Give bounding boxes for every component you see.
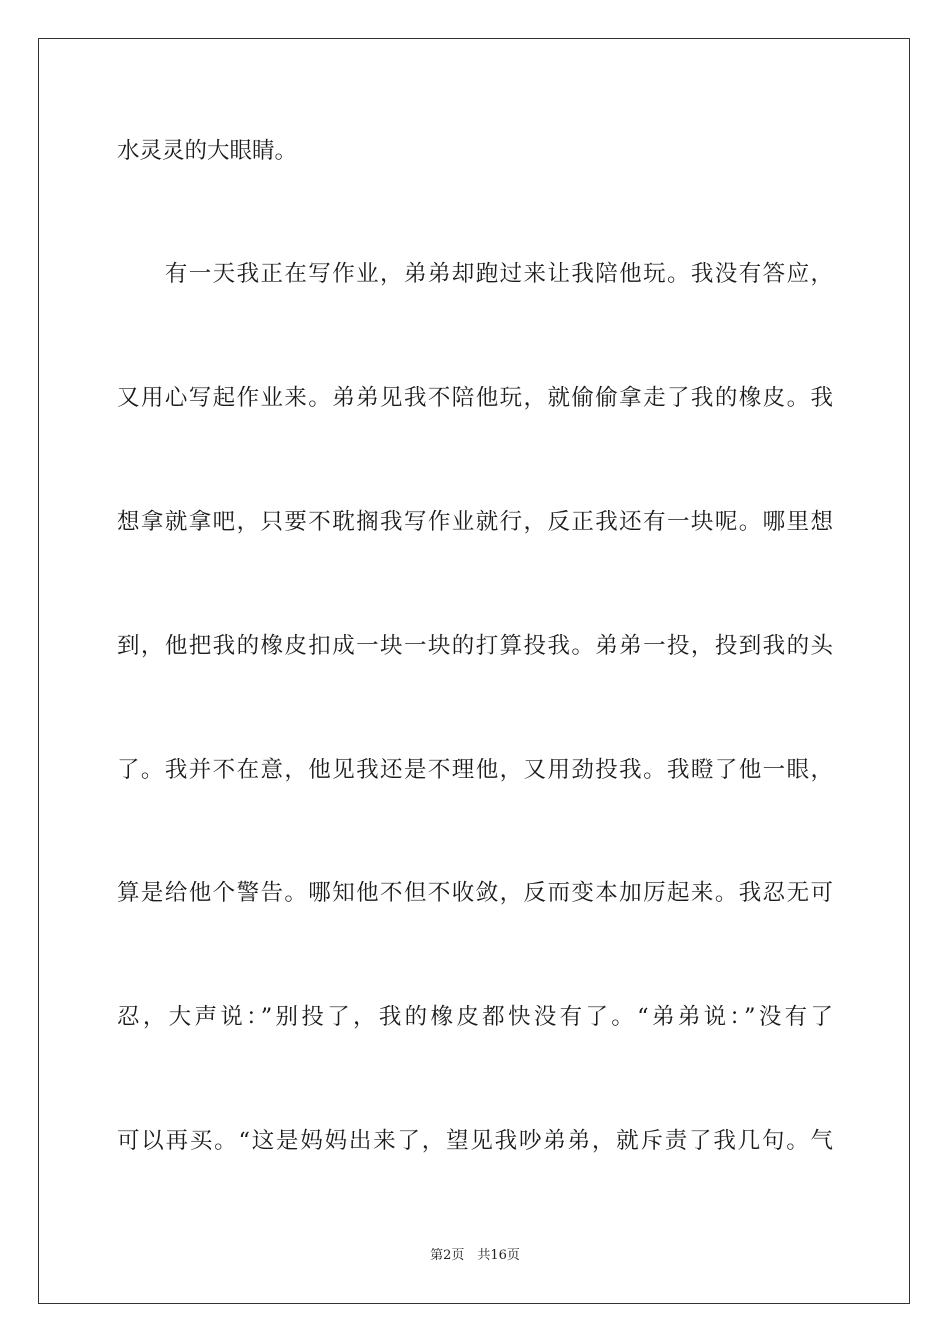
paragraph-line: 可以再买。“这是妈妈出来了，望见我吵弟弟，就斥责了我几句。气 [117,1128,833,1154]
paragraph-line: 有一天我正在写作业，弟弟却跑过来让我陪他玩。我没有答应， [117,261,833,287]
paragraph-line: 忍，大声说：”别投了，我的橡皮都快没有了。“弟弟说：”没有了 [117,1004,833,1030]
page-border [38,38,910,1304]
page-number-footer: 第2页 共16页 [430,1248,520,1263]
paragraph-line: 到，他把我的橡皮扣成一块一块的打算投我。弟弟一投，投到我的头 [117,633,833,659]
paragraph-line: 水灵灵的大眼睛。 [117,138,298,164]
paragraph-line: 了。我并不在意，他见我还是不理他，又用劲投我。我瞪了他一眼， [117,757,833,783]
paragraph-line: 又用心写起作业来。弟弟见我不陪他玩，就偷偷拿走了我的橡皮。我 [117,385,833,411]
paragraph-line: 算是给他个警告。哪知他不但不收敛，反而变本加厉起来。我忍无可 [117,880,833,906]
paragraph-line: 想拿就拿吧，只要不耽搁我写作业就行，反正我还有一块呢。哪里想 [117,509,833,535]
